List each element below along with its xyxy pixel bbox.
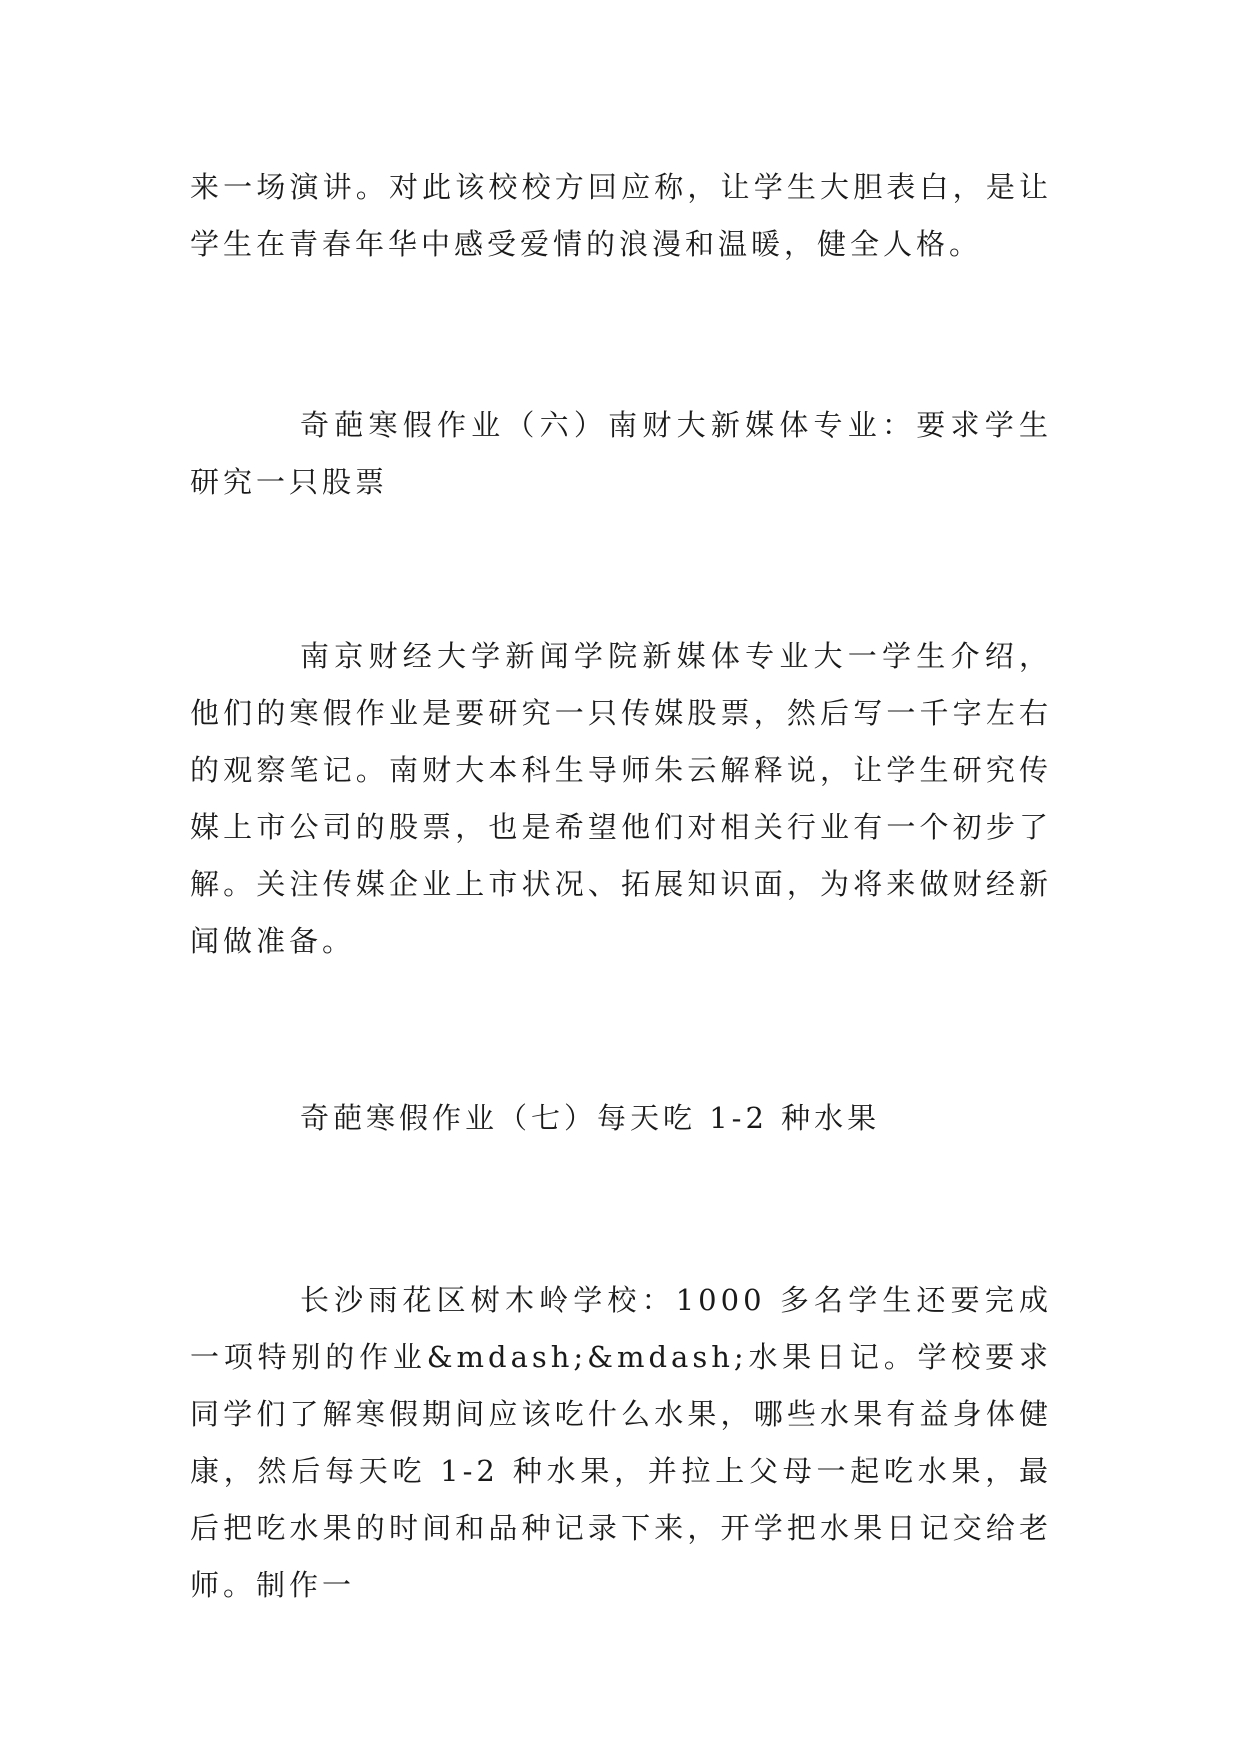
paragraph-section-six-body: 南京财经大学新闻学院新媒体专业大一学生介绍，他们的寒假作业是要研究一只传媒股票，然后写一千字左右的观察笔记。南财大本科生导师朱云解释说，让学生研究传媒上市公司的股票，也是希望他们对相关行业有一个初步了解。关注传媒企业上市状况、拓展知识面，为将来做财经新闻做准备。 [190, 639, 1052, 958]
paragraph-section-seven-body: 长沙雨花区树木岭学校：1000 多名学生还要完成一项特别的作业&mdash;&mdash;水果日记。学校要求同学们了解寒假期间应该吃什么水果，哪些水果有益身体健康，然后每天吃 1-2 种水果，并拉上父母一起吃水果，最后把吃水果的时间和品种记录下来，开学把水果日记交给老师。制作一 [190, 1283, 1052, 1602]
section-heading-six: 奇葩寒假作业（六）南财大新媒体专业：要求学生研究一只股票 [190, 408, 1052, 499]
section-heading-seven: 奇葩寒假作业（七）每天吃 1-2 种水果 [300, 1101, 881, 1135]
paragraph-intro-continuation: 来一场演讲。对此该校校方回应称，让学生大胆表白，是让学生在青春年华中感受爱情的浪漫和温暖，健全人格。 [190, 170, 1052, 261]
